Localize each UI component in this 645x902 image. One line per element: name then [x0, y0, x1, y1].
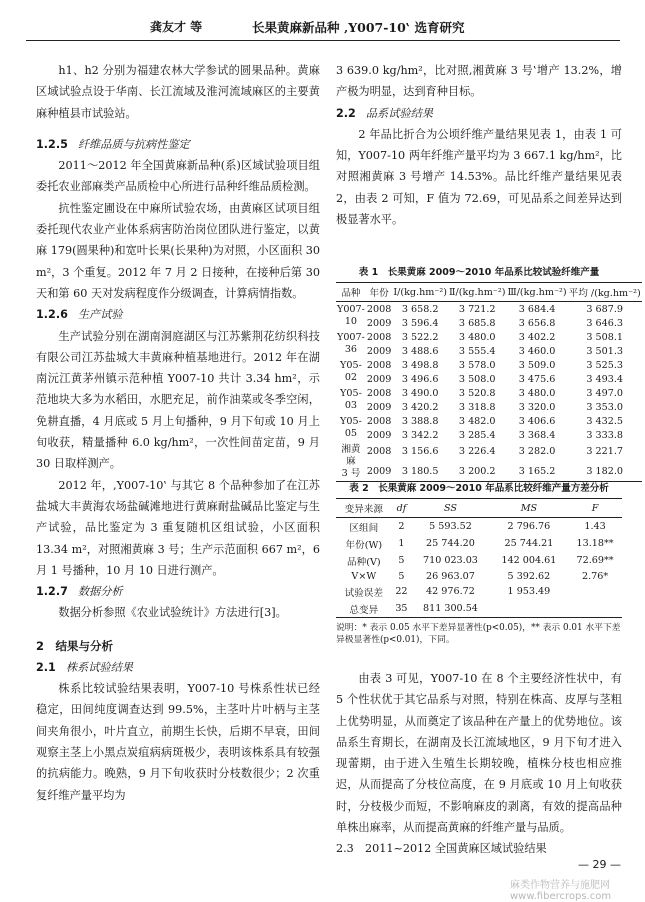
table-cell: 3 493.4: [586, 373, 624, 385]
table-cell: 3 520.8: [458, 387, 496, 399]
table-cell: 3 420.2: [401, 401, 439, 413]
table-cell: 3 282.0: [518, 446, 556, 458]
table-cell: 2008: [366, 415, 392, 427]
watermark: 麻类作物营养与施肥网 www.fibercrops.com: [510, 880, 612, 902]
table-row: [336, 569, 622, 583]
table-cell: 2009: [366, 401, 392, 413]
table-header-cell: Ⅱ/(kg.hm⁻²): [448, 283, 506, 302]
table-cell: 3 402.2: [518, 331, 556, 343]
table-cell: 3 596.4: [401, 317, 439, 329]
table-cell: 3 525.3: [586, 359, 624, 371]
table-cell: 3 460.0: [518, 345, 556, 357]
table-cell: 5 593.52: [429, 521, 472, 532]
table-header-cell: Ⅰ/(kg.hm⁻²): [392, 283, 448, 302]
table-header-cell: 年份: [366, 283, 392, 302]
table-header-cell: 品种: [336, 283, 366, 302]
table-header-cell: Ⅲ/(kg.hm⁻²): [506, 283, 567, 302]
paragraph: 2 年品比折合为公顷纤维产量结果见表 1，由表 1 可知，Y007-10 两年纤维产量平均为 3 667.1 kg/hm²，比对照湘黄麻 3 号增产 14.53%。品比纤维产量结果见表 2，由表 2 可知，F 值为 72.69，可见品系之间差异达到极显著水平。: [336, 127, 622, 227]
table-row: [336, 330, 642, 344]
section-number: 1.2.7: [36, 585, 68, 599]
paragraph: 株系比较试验结果表明，Y007-10 号株系性状已经稳定，田间纯度调查达到 99.5%，主茎叶片叶柄与主茎间夹角很小，叶片直立，前期生长快，后期不早衰，田间观察主茎上小黑点炭疽病病斑极少，表明该株系具有较强的抗病能力。晚熟，9 月下旬收获时分枝数很少；2 次重复纤维产量平均为: [36, 682, 320, 802]
table-cell: 3 221.7: [586, 446, 624, 458]
table-header-cell: F: [568, 499, 622, 518]
section-2-heading: 2 结果与分析: [36, 638, 114, 653]
table-cell: 区组间: [349, 522, 379, 534]
table-row: [336, 442, 642, 461]
right-column-bottom: [336, 668, 622, 860]
table-cell: 22: [395, 586, 408, 597]
table-cell: 2008: [366, 359, 392, 371]
table-caption: 表 1 长果黄麻 2009～2010 年品系比较试验纤维产量: [358, 267, 600, 278]
section-title: 品系试验结果: [365, 106, 433, 120]
page-number: — 29 —: [578, 858, 621, 871]
table-cell: 1.43: [584, 521, 606, 532]
header-rule: [26, 40, 620, 41]
table-cell: [568, 583, 622, 600]
table-row: [336, 518, 622, 536]
table-cell: 25 744.21: [504, 538, 554, 549]
table-note: 说明：* 表示 0.05 水平下差异显著性(p<0.05)，** 表示 0.01 水平下差异极显著性(p<0.01)，下同。: [336, 623, 621, 645]
table-cell: 3 646.3: [586, 317, 624, 329]
table-2-grid: [336, 498, 622, 618]
table-1-grid: [336, 282, 642, 482]
table-cell: 3 200.2: [448, 461, 506, 481]
paragraph: 3 639.0 kg/hm²，比对照‚湘黄麻 3 号‛增产 13.2%，增产极为明显，达到育种目标。: [336, 64, 622, 99]
variety-cell: Y05-03: [340, 388, 362, 411]
table-cell: 25 744.20: [426, 538, 475, 549]
table-cell: 3 475.6: [518, 373, 556, 385]
table-row: [336, 358, 642, 372]
table-cell: 3 501.3: [586, 345, 624, 357]
table-cell: 3 490.0: [401, 387, 439, 399]
table-cell: 总变异: [336, 600, 392, 618]
table-cell: 3 555.4: [458, 345, 496, 357]
section-number: 2.2: [336, 106, 356, 120]
table-caption: 表 2 长果黄麻 2009～2010 年品系比较纤维产量方差分析: [349, 483, 609, 494]
paragraph: h1、h2 分别为福建农林大学参试的圆果品种。黄麻区域试验点设于华南、长江流域及淮河流域麻区的主要黄麻种植县市试验站。: [36, 64, 320, 120]
paragraph: 由表 3 可见，Y007-10 在 8 个主要经济性状中，有 5 个性状优于其它品系与对照，特别在株高、皮厚与茎粗上优势明显，从而奠定了该品种在产量上的优势地位。该品系生育期长，在湖南及长江流域地区，9 月下旬才进入现蕾期，由于进入生殖生长期较晚，植株分枝也相应推迟，从而提高了分枝位高度，在 9 月底或 10 月上旬收获时，分枝极少而短，不影响麻皮的剥离，有效的提高品种单株出麻率，从而提高黄麻的纤维产量与品质。: [336, 672, 622, 835]
table-cell: 26 963.07: [426, 570, 475, 582]
table-cell: 710 023.03: [422, 555, 478, 566]
table-cell: 试验误差: [344, 587, 383, 599]
table-cell: 2: [398, 521, 405, 532]
section-title: 生产试验: [77, 308, 123, 322]
table-cell: 811 300.54: [411, 600, 489, 618]
section-2-1-heading: [36, 657, 320, 678]
table-cell: 3 226.4: [458, 446, 496, 458]
table-row: [336, 386, 642, 400]
section-number: 2.1: [36, 660, 56, 674]
table-cell: 3 368.4: [518, 429, 556, 441]
table-cell: 3 578.0: [458, 359, 496, 371]
table-cell: 5: [398, 570, 405, 582]
right-column-top: [336, 60, 622, 230]
table-row: [336, 316, 642, 330]
left-column: [36, 60, 320, 806]
variety-cell: 湘黄麻 3 号: [336, 442, 366, 482]
table-header-cell: 变异来源: [336, 499, 392, 518]
table-cell: 3 406.6: [518, 415, 556, 427]
table-cell: 3 508.0: [458, 373, 496, 385]
section-title: 数据分析: [77, 585, 123, 599]
table-cell: 3 156.6: [401, 446, 439, 458]
header-title: 长果黄麻新品种 ‚Y007-10‛ 选育研究: [252, 20, 465, 35]
section-title: 纤维品质与抗病性鉴定: [77, 137, 190, 151]
table-cell: 2009: [366, 317, 392, 329]
table-cell: 2008: [366, 303, 392, 315]
table-row: [336, 535, 622, 552]
table-cell: 3 684.4: [518, 303, 556, 315]
table-cell: 2008: [366, 387, 392, 399]
table-header-cell: MS: [490, 499, 568, 518]
table-cell: 3 687.9: [586, 303, 624, 315]
table-cell: 2009: [366, 345, 392, 357]
table-cell: 42 976.72: [426, 586, 475, 597]
running-header: [0, 0, 645, 46]
section-2-3-heading: 2.3 2011~2012 全国黄麻区域试验结果: [336, 842, 547, 856]
table-row: [336, 302, 642, 317]
table-row: [336, 428, 642, 442]
table-cell: 2 796.76: [507, 521, 551, 532]
table-cell: 3 482.0: [458, 415, 496, 427]
table-row: [336, 600, 622, 618]
section-number: 1.2.5: [36, 137, 68, 151]
table-cell: 2008: [366, 446, 392, 458]
table-cell: 3 182.0: [568, 461, 642, 481]
table-cell: 3 333.8: [586, 429, 624, 441]
table-cell: 3 488.6: [401, 345, 439, 357]
table-cell: 3 388.8: [401, 415, 439, 427]
section-1-2-5-heading: [36, 134, 320, 155]
table-cell: 3 165.2: [506, 461, 567, 481]
table-cell: 3 658.2: [401, 303, 439, 315]
table-cell: 3 496.6: [401, 373, 439, 385]
table-cell: 3 509.0: [518, 359, 556, 371]
table-row: [336, 461, 642, 481]
table-cell: 3 320.0: [518, 401, 556, 413]
paragraph: 数据分析参照《农业试验统计》方法进行[3]。: [58, 606, 287, 620]
variety-cell: Y007-36: [337, 332, 365, 355]
paragraph: 2011～2012 年全国黄麻新品种(系)区域试验项目组委托农业部麻类产品质检中心所进行品种纤维品质检测。: [36, 159, 320, 194]
section-title: 株系试验结果: [65, 660, 133, 674]
table-2: [336, 480, 622, 646]
table-cell: 3 480.0: [458, 331, 496, 343]
table-cell: 3 721.2: [458, 303, 496, 315]
table-cell: 3 656.8: [518, 317, 556, 329]
variety-cell: Y05-05: [340, 416, 362, 439]
table-cell: 3 522.2: [401, 331, 439, 343]
table-cell: 5: [398, 555, 405, 566]
section-1-2-6-heading: [36, 304, 320, 325]
table-row: [336, 344, 642, 358]
table-header-cell: 平均 /(kg.hm⁻²): [568, 283, 642, 302]
table-cell: 142 004.61: [501, 555, 557, 566]
section-2-2-heading: [336, 103, 622, 124]
table-cell: 1 953.49: [507, 586, 551, 597]
variety-cell: Y007-10: [337, 304, 365, 327]
table-cell: 2008: [366, 331, 392, 343]
paragraph: 生产试验分别在湖南洞庭湖区与江苏紫荆花纺织科技有限公司江苏盐城大丰黄麻种植基地进行。2012 年在湖南沅江黄茅州镇示范种植 Y007-10 共计 3.34 hm²，示范地块大多为水稻田，水肥充足，前作油菜或冬季空闲，免耕直播，4 月底或 5 月上旬播种，9 月下旬或 10 月上旬收获，精量播种 6.0 kg/hm²，一次性间苗定苗，9 月 30 日取样测产。: [36, 329, 320, 471]
table-cell: 2009: [366, 429, 392, 441]
table-cell: [490, 600, 568, 618]
table-cell: 35: [392, 600, 412, 618]
table-row: [336, 414, 642, 428]
table-cell: 1: [398, 538, 405, 549]
table-cell: 年份(W): [345, 539, 383, 551]
table-cell: 3 342.2: [401, 429, 439, 441]
table-cell: [568, 600, 622, 618]
table-cell: 3 318.8: [458, 401, 496, 413]
section-number: 1.2.6: [36, 308, 68, 322]
table-cell: 3 353.0: [586, 401, 624, 413]
table-cell: 3 432.5: [586, 415, 624, 427]
header-authors: 龚友才 等: [150, 20, 203, 34]
table-header-cell: SS: [411, 499, 489, 518]
table-cell: 品种(V): [347, 556, 381, 568]
table-cell: 3 285.4: [458, 429, 496, 441]
table-cell: 2.76*: [581, 570, 609, 582]
table-cell: 5 392.62: [507, 570, 551, 582]
table-row: [336, 400, 642, 414]
table-row: [336, 583, 622, 600]
table-cell: 3 508.1: [586, 331, 624, 343]
table-row: [336, 552, 622, 569]
table-cell: 2009: [366, 373, 392, 385]
table-cell: 72.69**: [576, 555, 614, 566]
table-cell: 3 180.5: [392, 461, 448, 481]
table-cell: 3 498.8: [401, 359, 439, 371]
table-cell: 2009: [366, 461, 392, 481]
table-cell: V×W: [351, 570, 377, 582]
table-header-cell: df: [392, 499, 412, 518]
table-row: [336, 372, 642, 386]
paragraph: 抗性鉴定圃设在中麻所试验农场，由黄麻区试项目组委托现代农业产业体系病害防治岗位团队进行鉴定，以黄麻 179(圆果种)和宽叶长果(长果种)为对照，小区面积 30 m²，3 个重复。2012 年 7 月 2 日接种，在接种后第 30 天和第 60 天对发病程度作分级调查，计算病情指数。: [36, 201, 320, 300]
table-cell: 3 480.0: [518, 387, 556, 399]
section-1-2-7-heading: [36, 581, 320, 602]
table-1: [336, 264, 641, 482]
variety-cell: Y05-02: [340, 360, 362, 383]
paragraph: 2012 年，‚Y007-10‛ 与其它 8 个品种参加了在江苏盐城大丰黄海农场盐碱滩地进行黄麻耐盐碱品比鉴定与生产试验，品比鉴定为 3 重复随机区组试验，小区面积 13.34 m²，对照湘黄麻 3 号；生产示范面积 667 m²，6 月 1 号播种，10 月 10 日进行测产。: [36, 478, 320, 577]
table-cell: 3 497.0: [586, 387, 624, 399]
table-cell: 13.18**: [576, 538, 614, 549]
table-cell: 3 685.8: [458, 317, 496, 329]
